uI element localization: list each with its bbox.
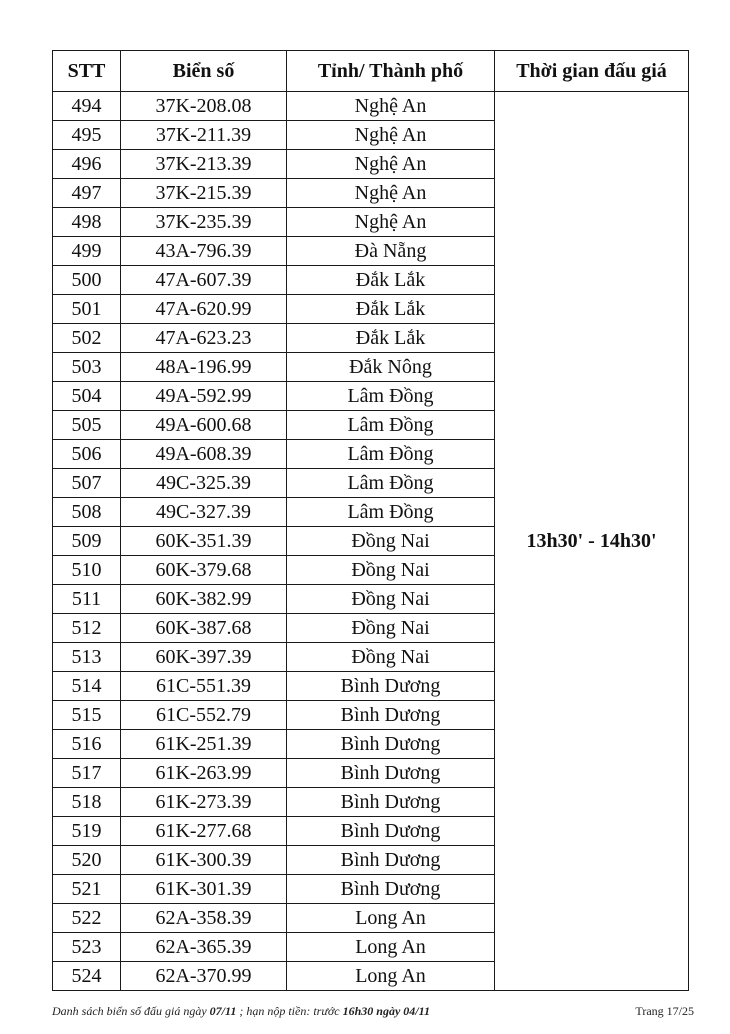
header-plate: Biển số	[121, 51, 287, 92]
cell-province: Bình Dương	[287, 846, 495, 875]
footer-deadline: 16h30 ngày 04/11	[342, 1004, 430, 1018]
cell-stt: 499	[53, 237, 121, 266]
cell-province: Đắk Lắk	[287, 266, 495, 295]
cell-plate: 60K-351.39	[121, 527, 287, 556]
cell-stt: 501	[53, 295, 121, 324]
cell-stt: 518	[53, 788, 121, 817]
cell-stt: 508	[53, 498, 121, 527]
cell-stt: 512	[53, 614, 121, 643]
cell-stt: 522	[53, 904, 121, 933]
cell-auction-time: 13h30' - 14h30'	[495, 92, 689, 991]
cell-province: Bình Dương	[287, 730, 495, 759]
cell-plate: 37K-208.08	[121, 92, 287, 121]
cell-province: Nghệ An	[287, 208, 495, 237]
cell-plate: 47A-623.23	[121, 324, 287, 353]
cell-plate: 47A-607.39	[121, 266, 287, 295]
cell-stt: 507	[53, 469, 121, 498]
table-row	[53, 92, 689, 121]
cell-plate: 61K-277.68	[121, 817, 287, 846]
cell-province: Đà Nẵng	[287, 237, 495, 266]
cell-province: Nghệ An	[287, 179, 495, 208]
cell-province: Đồng Nai	[287, 527, 495, 556]
cell-stt: 503	[53, 353, 121, 382]
cell-plate: 60K-387.68	[121, 614, 287, 643]
cell-stt: 509	[53, 527, 121, 556]
cell-plate: 61C-552.79	[121, 701, 287, 730]
table-header-row	[53, 51, 689, 92]
cell-stt: 516	[53, 730, 121, 759]
cell-stt: 517	[53, 759, 121, 788]
header-auction-time: Thời gian đấu giá	[495, 51, 689, 92]
cell-province: Bình Dương	[287, 701, 495, 730]
cell-plate: 37K-235.39	[121, 208, 287, 237]
cell-province: Bình Dương	[287, 759, 495, 788]
license-plate-table	[52, 50, 689, 991]
cell-province: Long An	[287, 904, 495, 933]
cell-plate: 49C-327.39	[121, 498, 287, 527]
cell-province: Lâm Đồng	[287, 411, 495, 440]
cell-province: Lâm Đồng	[287, 498, 495, 527]
cell-stt: 496	[53, 150, 121, 179]
cell-stt: 524	[53, 962, 121, 991]
cell-stt: 514	[53, 672, 121, 701]
cell-stt: 500	[53, 266, 121, 295]
cell-plate: 60K-397.39	[121, 643, 287, 672]
cell-plate: 61K-273.39	[121, 788, 287, 817]
cell-province: Bình Dương	[287, 817, 495, 846]
cell-stt: 520	[53, 846, 121, 875]
cell-stt: 505	[53, 411, 121, 440]
cell-stt: 502	[53, 324, 121, 353]
cell-plate: 62A-358.39	[121, 904, 287, 933]
cell-plate: 60K-382.99	[121, 585, 287, 614]
cell-plate: 61K-300.39	[121, 846, 287, 875]
cell-plate: 48A-196.99	[121, 353, 287, 382]
cell-province: Đắk Lắk	[287, 324, 495, 353]
cell-province: Bình Dương	[287, 875, 495, 904]
cell-province: Nghệ An	[287, 121, 495, 150]
cell-province: Đồng Nai	[287, 614, 495, 643]
cell-province: Lâm Đồng	[287, 382, 495, 411]
header-province: Tỉnh/ Thành phố	[287, 51, 495, 92]
cell-stt: 523	[53, 933, 121, 962]
cell-plate: 37K-213.39	[121, 150, 287, 179]
cell-plate: 37K-215.39	[121, 179, 287, 208]
cell-stt: 510	[53, 556, 121, 585]
cell-province: Lâm Đồng	[287, 469, 495, 498]
cell-plate: 62A-370.99	[121, 962, 287, 991]
cell-plate: 37K-211.39	[121, 121, 287, 150]
cell-plate: 61K-301.39	[121, 875, 287, 904]
cell-province: Đắk Nông	[287, 353, 495, 382]
cell-province: Long An	[287, 962, 495, 991]
cell-plate: 49A-592.99	[121, 382, 287, 411]
cell-province: Nghệ An	[287, 92, 495, 121]
cell-stt: 506	[53, 440, 121, 469]
cell-stt: 511	[53, 585, 121, 614]
cell-stt: 504	[53, 382, 121, 411]
cell-plate: 49A-608.39	[121, 440, 287, 469]
cell-stt: 495	[53, 121, 121, 150]
cell-plate: 60K-379.68	[121, 556, 287, 585]
cell-plate: 61C-551.39	[121, 672, 287, 701]
footer-note-prefix: Danh sách biển số đấu giá ngày	[52, 1004, 210, 1018]
cell-stt: 515	[53, 701, 121, 730]
cell-stt: 494	[53, 92, 121, 121]
cell-province: Đồng Nai	[287, 643, 495, 672]
footer-auction-date: 07/11	[209, 1004, 237, 1018]
cell-stt: 497	[53, 179, 121, 208]
cell-province: Đắk Lắk	[287, 295, 495, 324]
cell-stt: 498	[53, 208, 121, 237]
cell-plate: 47A-620.99	[121, 295, 287, 324]
cell-plate: 49A-600.68	[121, 411, 287, 440]
cell-province: Lâm Đồng	[287, 440, 495, 469]
header-stt: STT	[53, 51, 121, 92]
cell-stt: 521	[53, 875, 121, 904]
cell-plate: 61K-251.39	[121, 730, 287, 759]
page-footer	[52, 1004, 694, 1019]
cell-province: Long An	[287, 933, 495, 962]
cell-plate: 61K-263.99	[121, 759, 287, 788]
cell-province: Đồng Nai	[287, 556, 495, 585]
cell-province: Nghệ An	[287, 150, 495, 179]
cell-plate: 62A-365.39	[121, 933, 287, 962]
cell-province: Bình Dương	[287, 788, 495, 817]
cell-stt: 513	[53, 643, 121, 672]
footer-note	[52, 1004, 430, 1019]
cell-province: Đồng Nai	[287, 585, 495, 614]
table-body	[53, 92, 689, 991]
cell-province: Bình Dương	[287, 672, 495, 701]
cell-plate: 43A-796.39	[121, 237, 287, 266]
footer-note-middle: ; hạn nộp tiền: trước	[236, 1004, 343, 1018]
cell-plate: 49C-325.39	[121, 469, 287, 498]
page-number: Trang 17/25	[635, 1004, 694, 1018]
cell-stt: 519	[53, 817, 121, 846]
